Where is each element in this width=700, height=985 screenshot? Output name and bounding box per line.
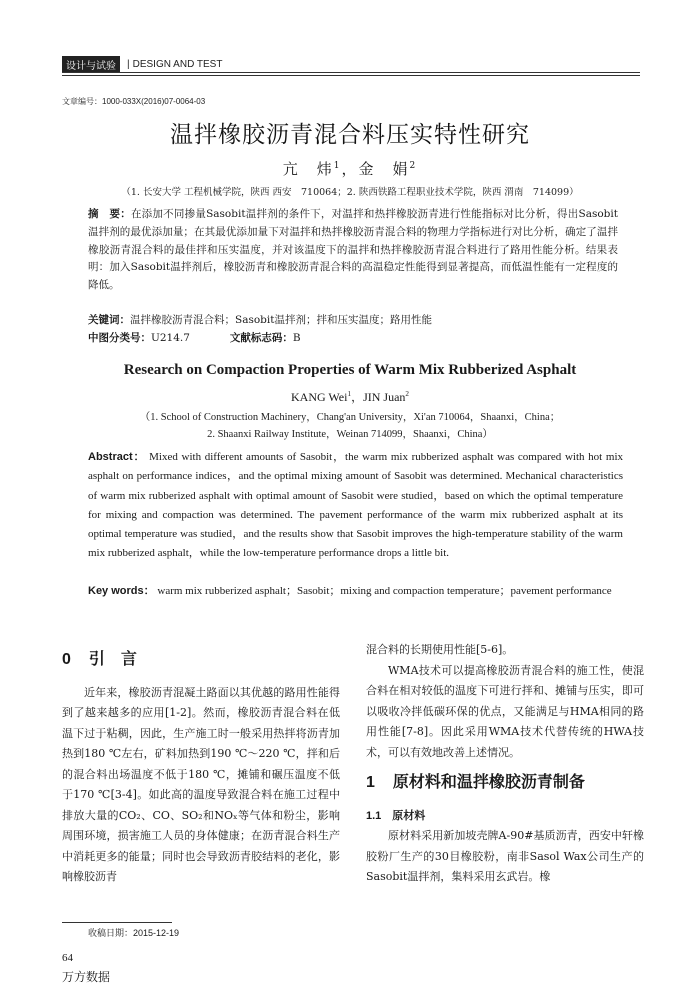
keywords-cn-text: 温拌橡胶沥青混合料；Sasobit温拌剂；拌和压实温度；路用性能 (130, 314, 432, 326)
keywords-en-label: Key words： (88, 585, 155, 597)
author-1-affil: 1 (333, 161, 342, 171)
body-column-right (366, 640, 644, 888)
body-column-left (62, 640, 340, 888)
abstract-cn-text: 在添加不同掺量Sasobit温拌剂的条件下，对温拌和热拌橡胶沥青进行性能指标对比分析，得出Sasobit温拌剂的最优添加量；在其最优添加量下对温拌和热拌橡胶沥青混合料的物理力学指标进行对比分析，确定了温拌橡胶沥青混合料的最佳拌和压实温度，并对该温度下的温拌和热拌橡胶沥青混合料进行了路用性能分析。结果表明：加入Sasobit温拌剂后，橡胶沥青和橡胶沥青混合料的高温稳定性能得到显著提高，而低温性能有一定程度的降低。 (88, 208, 618, 292)
intro-paragraph: 近年来，橡胶沥青混凝土路面以其优越的路用性能得到了越来越多的应用[1-2]。然而，橡胶沥青混合料在低温下过于粘稠，因此，生产施工时一般采用热拌将沥青加热到180 ℃左右，矿料加热到190 ℃～220 ℃，拌和后的混合料出场温度不低于180 ℃，摊铺和碾压温度不低于170 ℃[3-4]。如此高的温度导致混合料在施工过程中排放大量的CO₂、CO、SO₂和NOₓ等气体和粉尘，影响周围环境，损害施工人员的身体健康；在沥青混合料生产中消耗更多的能量；同时也会导致沥青胶结料的老化，影响橡胶沥青 (62, 685, 340, 883)
affiliation-english-line2: 2. Shaanxi Railway Institute，Weinan 714099，Shaanxi，China） (207, 429, 493, 440)
abstract-english (88, 448, 623, 564)
section-1-heading (366, 773, 644, 794)
materials-paragraph: 原材料采用新加坡壳牌A-90#基质沥青，西安中轩橡胶粉厂生产的30目橡胶粉，南非Sasol Wax公司生产的Sasobit温拌剂，集料采用玄武岩。橡 (366, 829, 644, 883)
section-0-number: 0 (62, 651, 71, 668)
section-0-heading (62, 650, 340, 671)
doc-code-label: 文献标志码： (229, 332, 293, 344)
section-name: DESIGN AND TEST (132, 59, 223, 70)
footnote-rule (62, 922, 172, 923)
page-number: 64 (62, 952, 73, 964)
header-rule-top (62, 72, 640, 73)
received-date-footnote: 收稿日期：2015-12-19 (88, 928, 180, 938)
author-2-name: 金 娟 (358, 160, 410, 178)
section-badge: 设计与试验 (62, 56, 120, 73)
abstract-cn-label: 摘 要： (88, 208, 131, 220)
author-en-1-affil: 1 (347, 390, 352, 398)
title-chinese: 温拌橡胶沥青混合料压实特性研究 (170, 122, 530, 148)
section-1-number: 1 (366, 774, 375, 791)
author-2-affil: 2 (409, 161, 418, 171)
author-1-name: 亢 炜 (282, 160, 334, 178)
author-en-separator: ， (351, 390, 364, 404)
authors-chinese (0, 158, 700, 179)
header-rule-bottom (62, 75, 640, 76)
author-en-1-name: KANG Wei (290, 390, 348, 404)
abstract-chinese (88, 206, 618, 295)
affiliation-english-line1: （1. School of Construction Machinery，Chang'an University，Xi'an 710064，Shaanxi，China； (139, 412, 561, 423)
keywords-cn-label: 关键词： (88, 314, 130, 326)
authors-english (0, 388, 700, 405)
section-0-title: 引 言 (88, 651, 137, 668)
abstract-en-label: Abstract： (88, 451, 146, 463)
classification-line (88, 330, 618, 345)
keywords-english (88, 582, 623, 601)
subsection-1-1-title: 原材料 (392, 809, 426, 822)
header-separator: | (127, 59, 130, 70)
abstract-en-text: Mixed with different amounts of Sasobit，the warm mix rubberized asphalt was compared with hot mix asphalt on performance indices，and the optimal mixing amount of Sasobit was determined. Mechanical characteristics of warm mix rubberized asphalt with optimal amount of Sasobit were studied，based on which the optimal temperature for mixing and compaction was determined. The pavement performance of the warm mix rubberized asphalt at its optimal temperature was studied，and the results show that Sasobit improves the high-temperature stability of the warm mix rubberized asphalt，while the low-temperature performance drops a little bit. (88, 451, 623, 560)
title-english: Research on Compaction Properties of Warm Mix Rubberized Asphalt (123, 362, 577, 378)
doc-code-value: B (292, 332, 301, 344)
section-1-title: 原材料和温拌橡胶沥青制备 (392, 774, 585, 791)
article-number: 文章编号：1000-033X(2016)07-0064-03 (62, 97, 206, 106)
clc-value: U214.7 (151, 332, 190, 344)
author-en-2-name: JIN Juan (363, 390, 406, 404)
intro-continuation: 混合料的长期使用性能[5-6]。 (366, 643, 514, 656)
wanfang-watermark: 万方数据 (62, 970, 111, 984)
wma-paragraph: WMA技术可以提高橡胶沥青混合料的施工性，使混合料在相对较低的温度下可进行拌和、摊铺与压实，即可以吸收冷拌低碳环保的优点，又能满足与HMA相同的路用性能[7-8]。因此采用WMA技术代替传统的HWA技术，可以有效地改善上述情况。 (366, 663, 644, 759)
author-separator: ， (341, 160, 359, 178)
author-en-2-affil: 2 (405, 390, 409, 398)
clc-label: 中图分类号： (88, 332, 151, 344)
subsection-1-1-number: 1.1 (366, 809, 382, 822)
journal-header (62, 56, 222, 73)
keywords-chinese (88, 312, 618, 327)
affiliations-chinese: （1. 长安大学 工程机械学院，陕西 西安 710064；2. 陕西铁路工程职业技术学院，陕西 渭南 714099） (121, 187, 579, 198)
keywords-en-text: warm mix rubberized asphalt；Sasobit；mixing and compaction temperature；pavement performance (157, 585, 612, 597)
subsection-1-1-heading (366, 806, 644, 827)
